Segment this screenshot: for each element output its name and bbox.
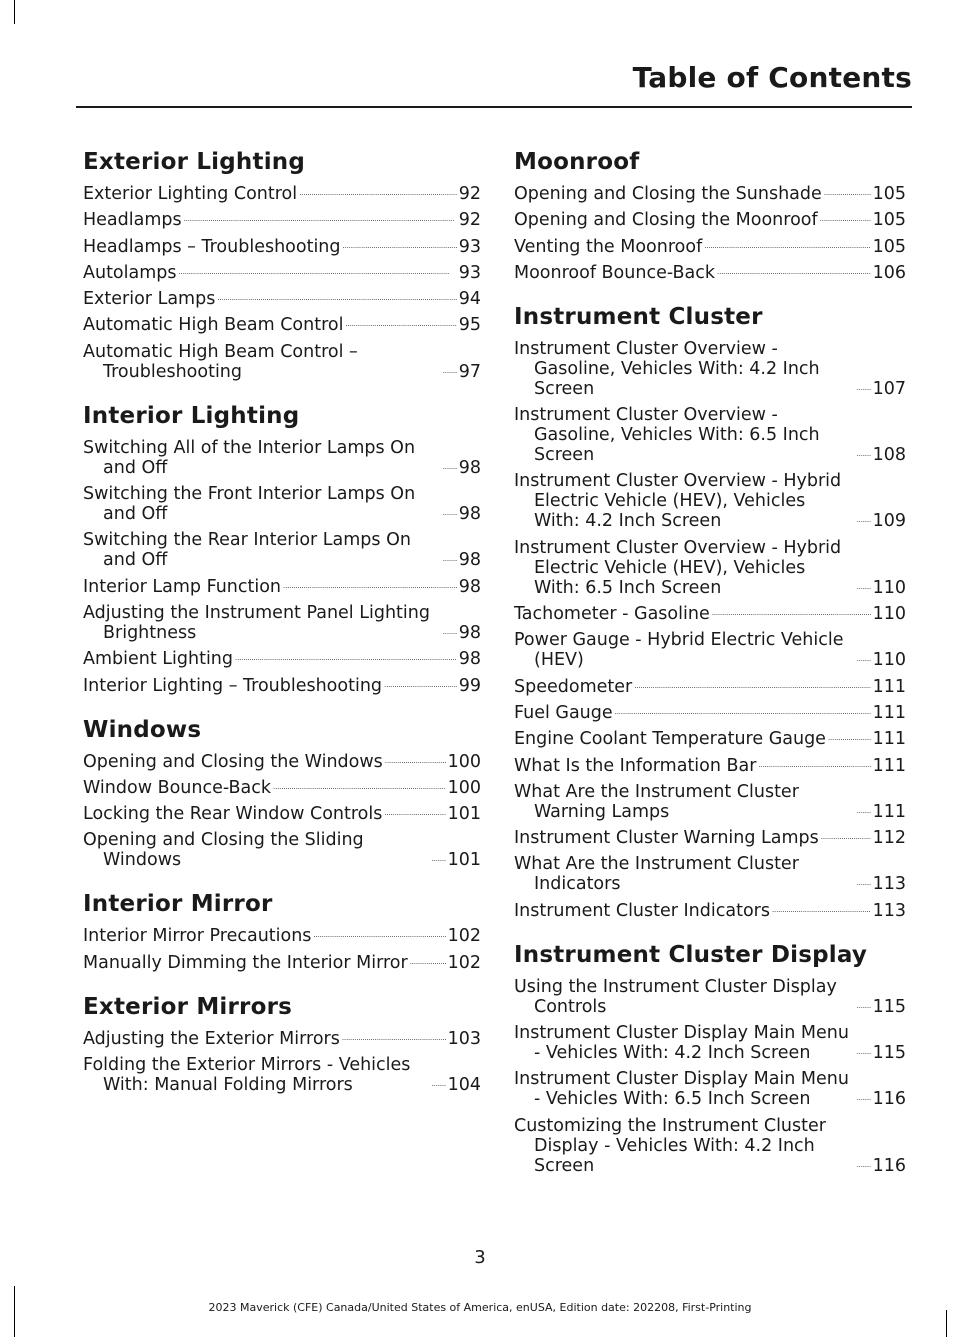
dot-leader [717, 269, 871, 279]
toc-entry-page: 115 [872, 1043, 906, 1064]
toc-entry-page: 102 [447, 926, 481, 947]
dot-leader [820, 216, 871, 226]
toc-entry[interactable] [514, 729, 906, 749]
toc-entry-title: Ambient Lighting [83, 649, 234, 670]
toc-entry-title: Tachometer - Gasoline [514, 604, 710, 625]
toc-entry-title: Instrument Cluster Overview - Hybrid Electric Vehicle (HEV), Vehicles With: 6.5 Inch Screen [514, 537, 842, 598]
toc-entry[interactable] [83, 649, 481, 669]
toc-entry[interactable] [514, 1116, 906, 1176]
dot-leader [857, 517, 871, 527]
toc-entry[interactable] [514, 1069, 906, 1109]
dot-leader [313, 932, 445, 942]
dot-leader [712, 610, 871, 620]
toc-entry-title: Opening and Closing the Moonroof [514, 210, 818, 231]
crop-mark-bottom-right [946, 1310, 947, 1337]
toc-entry[interactable] [83, 184, 481, 204]
dot-leader [634, 683, 870, 693]
toc-entry-page: 111 [872, 702, 906, 723]
toc-entry[interactable] [83, 237, 481, 257]
toc-entry-page: 106 [872, 262, 906, 283]
toc-entry-page: 116 [872, 1155, 906, 1176]
page-number: 3 [474, 1247, 486, 1268]
dot-leader [217, 295, 456, 305]
header-rule [76, 106, 912, 108]
toc-entry[interactable] [83, 438, 481, 478]
toc-section [83, 716, 481, 871]
dot-leader [179, 269, 457, 279]
toc-entry-page: 111 [872, 801, 906, 822]
dot-leader [384, 810, 445, 820]
toc-entry-page: 97 [458, 361, 481, 382]
toc-entry[interactable] [83, 342, 481, 382]
toc-section [83, 148, 481, 382]
toc-entry-title: Interior Lighting – Troubleshooting [83, 675, 383, 696]
dot-leader [443, 464, 457, 474]
toc-entry-page: 107 [872, 378, 906, 399]
toc-entry-title: Manually Dimming the Interior Mirror [83, 952, 408, 973]
dot-leader [772, 907, 871, 917]
toc-entry[interactable] [83, 263, 481, 283]
toc-entry-page: 98 [458, 622, 481, 643]
toc-entry-title: Opening and Closing the Sliding Windows [83, 830, 364, 871]
dot-leader [828, 735, 871, 745]
dot-leader [821, 834, 871, 844]
toc-entry-page: 111 [872, 676, 906, 697]
toc-entry-title: Using the Instrument Cluster Display Controls [514, 976, 837, 1017]
footer-edition-info: 2023 Maverick (CFE) Canada/United States of America, enUSA, Edition date: 202208, First-Printing [208, 1301, 752, 1314]
toc-entry[interactable] [83, 484, 481, 524]
toc-entry-title: Moonroof Bounce-Back [514, 262, 716, 283]
dot-leader [857, 584, 871, 594]
toc-entry[interactable] [514, 184, 906, 204]
toc-entry[interactable] [514, 405, 906, 465]
toc-entry-title: Interior Mirror Precautions [83, 926, 312, 947]
toc-entry-page: 98 [458, 649, 481, 670]
dot-leader [443, 629, 457, 639]
toc-entry-page: 103 [447, 1028, 481, 1049]
toc-entry[interactable] [514, 471, 906, 531]
dot-leader [343, 243, 457, 253]
dot-leader [443, 556, 457, 566]
toc-entry-page: 98 [458, 457, 481, 478]
toc-entry-page: 112 [872, 828, 906, 849]
toc-entry-title: Customizing the Instrument Cluster Display - Vehicles With: 4.2 Inch Screen [514, 1115, 826, 1176]
toc-entry-title: Opening and Closing the Sunshade [514, 184, 822, 204]
toc-entry[interactable] [83, 289, 481, 309]
toc-entry[interactable] [83, 752, 481, 772]
toc-entry-page: 94 [458, 289, 481, 310]
dot-leader [273, 784, 446, 794]
toc-entry[interactable] [514, 538, 906, 598]
toc-entry[interactable] [514, 782, 906, 822]
dot-leader [283, 583, 457, 593]
toc-entry[interactable] [514, 703, 906, 723]
toc-entry-page: 115 [872, 996, 906, 1017]
section-title: Windows [83, 716, 202, 743]
dot-leader [342, 1035, 446, 1045]
toc-entry-title: Automatic High Beam Control – Troubleshooting [83, 341, 358, 382]
section-title: Exterior Lighting [83, 149, 306, 175]
toc-entry-page: 98 [458, 550, 481, 571]
toc-entry-title: Headlamps – Troubleshooting [83, 236, 341, 257]
toc-entry-title: Instrument Cluster Warning Lamps [514, 828, 819, 849]
toc-entry[interactable] [514, 901, 906, 921]
toc-entry-page: 101 [447, 850, 481, 871]
dot-leader [345, 321, 456, 331]
toc-entry-page: 101 [447, 804, 481, 825]
toc-entry-title: What Are the Instrument Cluster Indicators [514, 854, 799, 895]
dot-leader [443, 510, 457, 520]
toc-entry-page: 99 [458, 675, 481, 696]
toc-entry-title: Headlamps [83, 210, 182, 231]
dot-leader [235, 655, 457, 665]
toc-entry[interactable] [83, 804, 481, 824]
toc-entry-page: 93 [458, 236, 481, 257]
toc-entry-page: 105 [872, 210, 906, 231]
dot-leader [857, 385, 871, 395]
toc-entry-title: Exterior Lighting Control [83, 184, 298, 204]
toc-section [83, 402, 481, 696]
toc-entry-title: Fuel Gauge [514, 702, 613, 723]
dot-leader [857, 808, 871, 818]
toc-left-column [83, 148, 481, 1115]
toc-entry-title: Folding the Exterior Mirrors - Vehicles With: Manual Folding Mirrors [83, 1055, 411, 1096]
toc-entry-title: Switching the Front Interior Lamps On and Off [83, 484, 416, 525]
toc-entry-title: Power Gauge - Hybrid Electric Vehicle (HEV) [514, 630, 844, 671]
toc-entry[interactable] [514, 210, 906, 230]
toc-entry-title: Switching All of the Interior Lamps On and Off [83, 437, 416, 478]
toc-entry-page: 92 [458, 210, 481, 231]
dot-leader [857, 656, 871, 666]
toc-entry-page: 111 [872, 729, 906, 750]
dot-leader [857, 1049, 871, 1059]
toc-entry-page: 95 [458, 315, 481, 336]
toc-entry-page: 100 [447, 751, 481, 772]
toc-entry[interactable] [514, 263, 906, 283]
toc-entry[interactable] [83, 530, 481, 570]
toc-entry[interactable] [514, 1023, 906, 1063]
section-title: Interior Lighting [83, 402, 300, 429]
toc-entry-title: Instrument Cluster Display Main Menu - Vehicles With: 4.2 Inch Screen [514, 1023, 849, 1064]
toc-entry-page: 98 [458, 576, 481, 597]
page-title: Table of Contents [632, 61, 912, 94]
toc-entry-page: 109 [872, 511, 906, 532]
dot-leader [384, 682, 457, 692]
toc-entry-title: Adjusting the Instrument Panel Lighting Brightness [83, 602, 430, 643]
toc-entry-page: 111 [872, 755, 906, 776]
toc-section [514, 941, 906, 1176]
toc-entry-page: 113 [872, 874, 906, 895]
toc-entry[interactable] [83, 577, 481, 597]
dot-leader [299, 190, 457, 200]
toc-entry[interactable] [83, 830, 481, 870]
toc-entry-title: Interior Lamp Function [83, 576, 282, 597]
dot-leader [410, 959, 446, 969]
toc-entry[interactable] [514, 604, 906, 624]
toc-entry[interactable] [514, 630, 906, 670]
toc-entry-title: Locking the Rear Window Controls [83, 804, 383, 825]
toc-right-column [514, 148, 906, 1196]
toc-section [83, 890, 481, 972]
toc-entry[interactable] [83, 315, 481, 335]
dot-leader [443, 368, 457, 378]
section-title: Moonroof [514, 149, 640, 175]
toc-entry-page: 93 [458, 262, 481, 283]
toc-entry[interactable] [83, 1029, 481, 1049]
toc-entry[interactable] [514, 756, 906, 776]
toc-entry-page: 110 [872, 604, 906, 625]
toc-entry[interactable] [514, 677, 906, 697]
dot-leader [857, 451, 871, 461]
toc-entry[interactable] [83, 210, 481, 230]
toc-entry[interactable] [83, 676, 481, 696]
toc-entry-page: 100 [447, 777, 481, 798]
toc-entry[interactable] [514, 977, 906, 1017]
dot-leader [824, 190, 871, 200]
toc-entry-title: Instrument Cluster Overview - Hybrid Electric Vehicle (HEV), Vehicles With: 4.2 Inch Screen [514, 471, 842, 532]
toc-section [514, 303, 906, 921]
toc-entry[interactable] [514, 854, 906, 894]
crop-mark-top-left [14, 0, 15, 24]
toc-entry[interactable] [83, 926, 481, 946]
dot-leader [857, 1162, 871, 1172]
dot-leader [704, 243, 870, 253]
toc-entry-title: Exterior Lamps [83, 289, 216, 310]
toc-entry-page: 116 [872, 1089, 906, 1110]
toc-entry-title: Instrument Cluster Overview - Gasoline, Vehicles With: 6.5 Inch Screen [514, 405, 820, 466]
toc-entry-page: 104 [447, 1075, 481, 1096]
toc-entry-title: Speedometer [514, 676, 633, 697]
toc-entry-page: 105 [872, 184, 906, 204]
toc-entry-title: Instrument Cluster Display Main Menu - Vehicles With: 6.5 Inch Screen [514, 1069, 849, 1110]
page-header [76, 62, 912, 108]
toc-entry-page: 108 [872, 445, 906, 466]
dot-leader [432, 1081, 446, 1091]
section-title: Instrument Cluster Display [514, 941, 868, 968]
dot-leader [857, 880, 871, 890]
toc-section [514, 148, 906, 283]
toc-entry[interactable] [83, 778, 481, 798]
toc-entry-page: 92 [458, 184, 481, 204]
toc-entry[interactable] [83, 603, 481, 643]
toc-entry-page: 113 [872, 900, 906, 921]
dot-leader [615, 709, 871, 719]
toc-entry[interactable] [83, 1055, 481, 1095]
dot-leader [432, 856, 446, 866]
toc-entry-title: What Is the Information Bar [514, 755, 757, 776]
section-title: Interior Mirror [83, 891, 273, 918]
toc-entry-title: Autolamps [83, 262, 177, 283]
section-title: Exterior Mirrors [83, 993, 293, 1020]
toc-entry-title: Opening and Closing the Windows [83, 751, 383, 772]
toc-entry-title: Instrument Cluster Overview - Gasoline, Vehicles With: 4.2 Inch Screen [514, 338, 820, 399]
toc-entry[interactable] [514, 237, 906, 257]
toc-entry-page: 102 [447, 952, 481, 973]
toc-entry-page: 98 [458, 504, 481, 525]
toc-entry-title: What Are the Instrument Cluster Warning Lamps [514, 781, 799, 822]
toc-entry-page: 105 [872, 236, 906, 257]
toc-entry-title: Venting the Moonroof [514, 236, 703, 257]
toc-entry-title: Adjusting the Exterior Mirrors [83, 1028, 340, 1049]
toc-entry[interactable] [514, 828, 906, 848]
toc-entry-title: Instrument Cluster Indicators [514, 900, 770, 921]
toc-entry-title: Engine Coolant Temperature Gauge [514, 729, 826, 750]
dot-leader [857, 1095, 871, 1105]
dot-leader [385, 758, 446, 768]
toc-entry-title: Window Bounce-Back [83, 777, 272, 798]
toc-entry-title: Automatic High Beam Control [83, 315, 344, 336]
dot-leader [184, 216, 457, 226]
toc-entry[interactable] [83, 953, 481, 973]
toc-entry-title: Switching the Rear Interior Lamps On and Off [83, 530, 411, 571]
toc-entry-page: 110 [872, 650, 906, 671]
toc-entry-page: 110 [872, 577, 906, 598]
dot-leader [758, 762, 870, 772]
dot-leader [857, 1003, 871, 1013]
toc-section [83, 993, 481, 1095]
toc-entry[interactable] [514, 339, 906, 399]
section-title: Instrument Cluster [514, 303, 763, 330]
